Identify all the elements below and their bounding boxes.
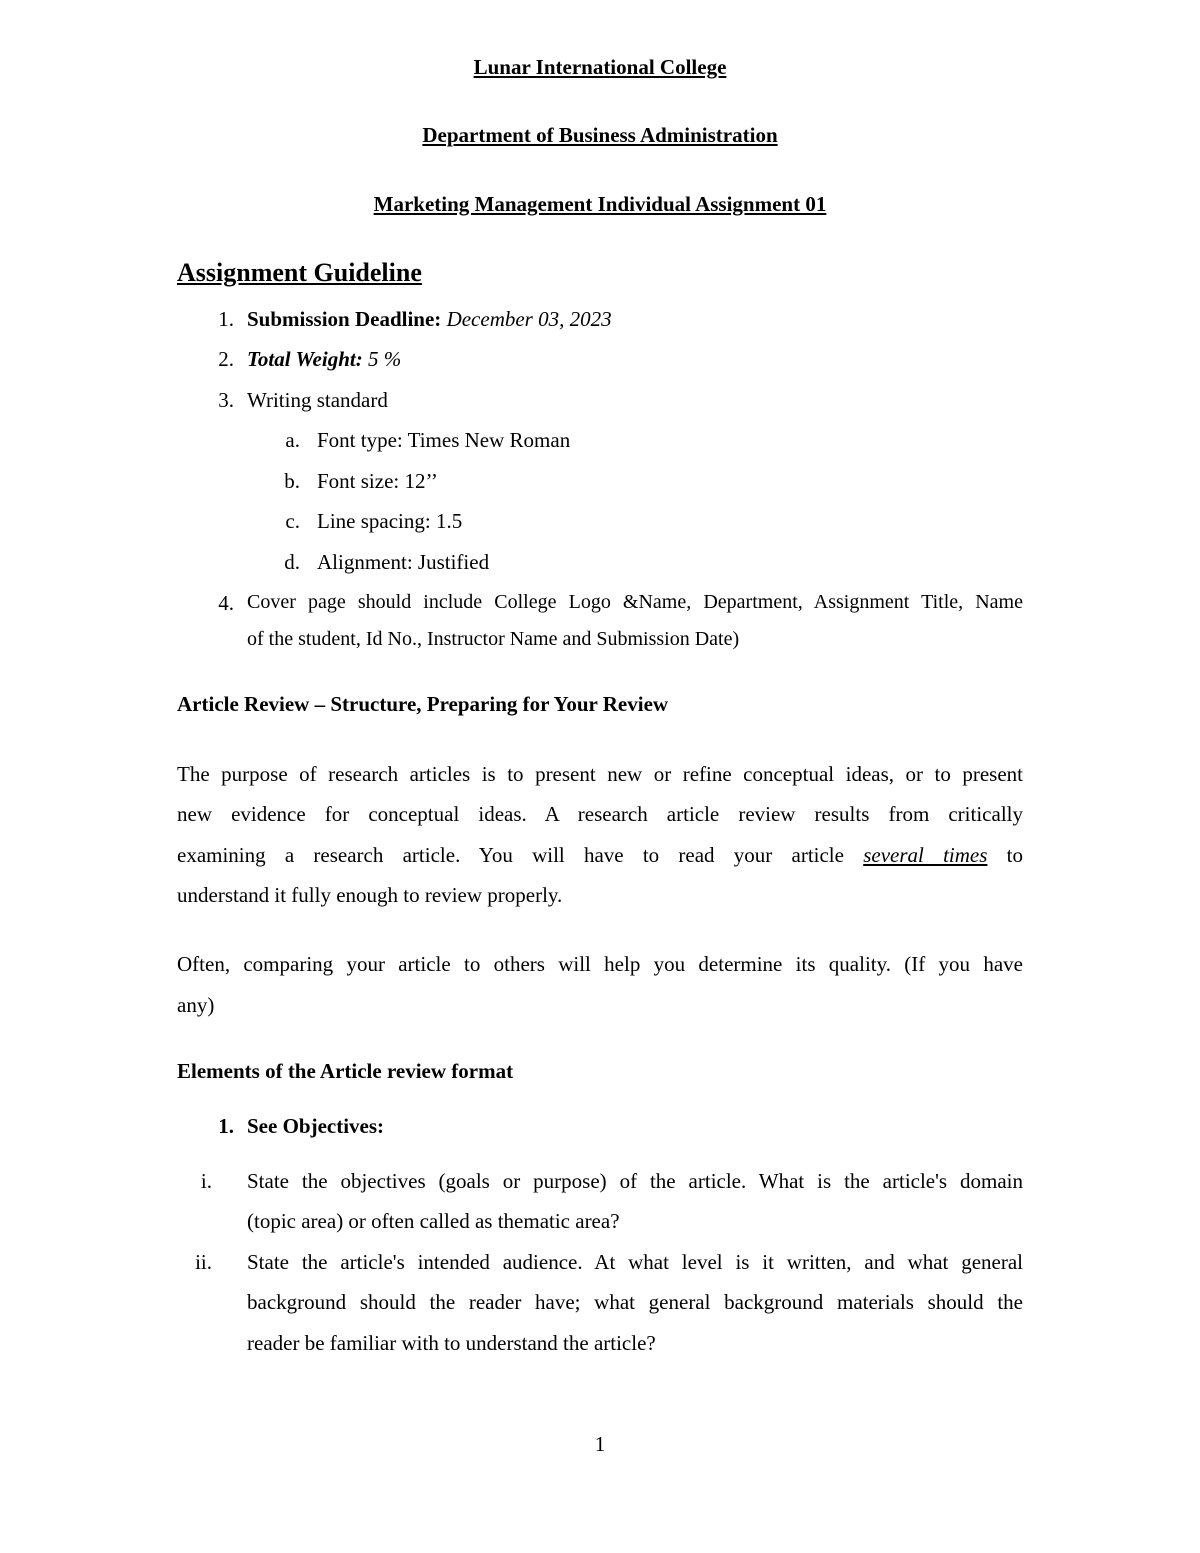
list-number: 2.: [218, 347, 234, 371]
sub-item-text: Line spacing: 1.5: [317, 509, 463, 533]
assignment-title: Marketing Management Individual Assignment 01: [373, 192, 827, 216]
paragraph-text: examining a research article. You will have to read your article: [177, 843, 844, 867]
paragraph-text: to: [1006, 843, 1023, 867]
sub-item-text: Font size: 12’’: [317, 469, 438, 493]
point-line: (topic area) or often called as thematic area?: [247, 1209, 620, 1233]
paragraph-line: any): [177, 993, 215, 1017]
list-number: 1.: [218, 307, 234, 331]
weight-value: 5 %: [367, 347, 402, 371]
paragraph-line: Often, comparing your article to others will help you determine its quality. (If you have: [177, 952, 1023, 976]
paragraph-line: understand it fully enough to review properly.: [177, 883, 563, 907]
writing-standard-text: Writing standard: [247, 388, 388, 412]
paragraph-line: [177, 843, 1023, 868]
list-number: 4.: [218, 591, 234, 615]
point-line: State the objectives (goals or purpose) of the article. What is the article's domain: [247, 1169, 1023, 1193]
cover-page-line1: Cover page should include College Logo &Name, Department, Assignment Title, Name: [247, 591, 1023, 613]
point-line: reader be familiar with to understand the article?: [247, 1331, 656, 1355]
college-title: Lunar International College: [473, 55, 727, 79]
section-label: See Objectives:: [247, 1114, 385, 1138]
page-number: 1: [594, 1432, 606, 1456]
deadline-label: Submission Deadline:: [247, 307, 442, 331]
sub-letter: d.: [284, 550, 300, 574]
sub-letter: b.: [284, 469, 300, 493]
point-line: State the article's intended audience. At what level is it written, and what general: [247, 1250, 1023, 1274]
sub-item-text: Alignment: Justified: [317, 550, 490, 574]
list-number: 3.: [218, 388, 234, 412]
deadline-value: December 03, 2023: [446, 307, 612, 331]
emphasis-text: several times: [863, 843, 988, 867]
guideline-heading: Assignment Guideline: [177, 258, 422, 287]
point-line: background should the reader have; what general background materials should the: [247, 1290, 1023, 1314]
paragraph-line: The purpose of research articles is to present new or refine conceptual ideas, or to present: [177, 762, 1023, 786]
cover-page-line2: of the student, Id No., Instructor Name and Submission Date): [247, 628, 740, 650]
weight-label: Total Weight:: [247, 347, 363, 371]
roman-number: i.: [200, 1169, 212, 1193]
article-review-heading: Article Review – Structure, Preparing for Your Review: [177, 692, 669, 716]
department-title: Department of Business Administration: [422, 123, 778, 147]
roman-number: ii.: [195, 1250, 212, 1274]
sub-item-text: Font type: Times New Roman: [317, 428, 571, 452]
section-number: 1.: [218, 1114, 234, 1138]
paragraph-line: new evidence for conceptual ideas. A research article review results from critically: [177, 802, 1023, 826]
sub-letter: a.: [285, 428, 300, 452]
sub-letter: c.: [285, 509, 300, 533]
elements-heading: Elements of the Article review format: [177, 1059, 514, 1083]
